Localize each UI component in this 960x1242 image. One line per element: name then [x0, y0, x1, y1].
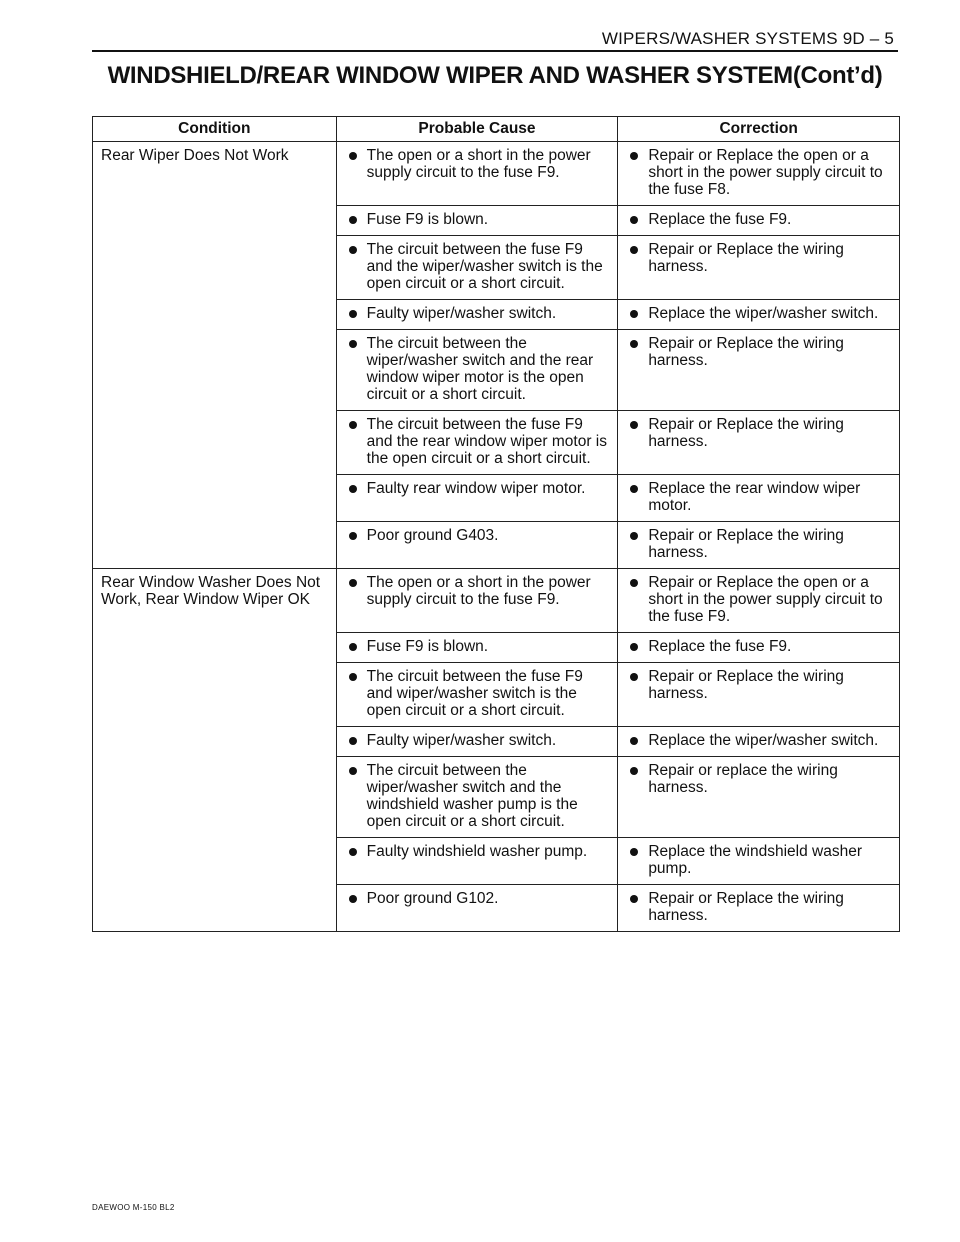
correction-text: Repair or Replace the open or a short in the power supply circuit to the fuse F8.: [648, 147, 883, 198]
correction-cell: [618, 727, 900, 757]
condition-cell: Rear Wiper Does Not Work: [93, 142, 337, 569]
bullet-icon: [630, 532, 638, 540]
bullet-item: [345, 638, 610, 655]
probable-cause-cell: [336, 206, 618, 236]
probable-cause-text: The circuit between the fuse F9 and the wiper/washer switch is the open circuit or a short circuit.: [366, 241, 603, 292]
correction-text: Repair or Replace the open or a short in the power supply circuit to the fuse F9.: [648, 574, 883, 625]
correction-cell: [618, 475, 900, 522]
probable-cause-cell: [336, 757, 618, 838]
bullet-icon: [630, 152, 638, 160]
correction-text: Replace the fuse F9.: [648, 211, 792, 228]
probable-cause-text: Faulty wiper/washer switch.: [366, 732, 557, 749]
correction-cell: [618, 330, 900, 411]
probable-cause-cell: [336, 236, 618, 300]
bullet-item: [626, 890, 891, 924]
bullet-icon: [349, 246, 357, 254]
bullet-item: [626, 668, 891, 702]
bullet-icon: [349, 848, 357, 856]
bullet-item: [626, 211, 891, 228]
bullet-icon: [349, 579, 357, 587]
bullet-icon: [349, 340, 357, 348]
probable-cause-text: The circuit between the wiper/washer switch and the windshield washer pump is the open circuit or a short circuit.: [366, 762, 578, 830]
correction-cell: [618, 522, 900, 569]
correction-cell: [618, 569, 900, 633]
correction-text: Repair or Replace the wiring harness.: [648, 527, 844, 561]
bullet-icon: [349, 485, 357, 493]
correction-text: Replace the wiper/washer switch.: [648, 732, 879, 749]
section-header: WIPERS/WASHER SYSTEMS 9D – 5: [601, 29, 894, 48]
column-header-correction: Correction: [618, 117, 900, 142]
condition-cell: Rear Window Washer Does Not Work, Rear Window Wiper OK: [93, 569, 337, 932]
bullet-icon: [349, 532, 357, 540]
probable-cause-cell: [336, 142, 618, 206]
bullet-item: [626, 305, 891, 322]
bullet-icon: [349, 643, 357, 651]
probable-cause-cell: [336, 522, 618, 569]
bullet-item: [345, 574, 610, 608]
probable-cause-text: Fuse F9 is blown.: [366, 638, 489, 655]
probable-cause-cell: [336, 475, 618, 522]
column-header-probable-cause: Probable Cause: [336, 117, 618, 142]
bullet-icon: [349, 737, 357, 745]
bullet-icon: [630, 310, 638, 318]
correction-text: Repair or replace the wiring harness.: [648, 762, 838, 796]
bullet-icon: [630, 767, 638, 775]
bullet-icon: [349, 673, 357, 681]
table-row: [93, 569, 900, 633]
probable-cause-cell: [336, 663, 618, 727]
bullet-item: [626, 638, 891, 655]
correction-cell: [618, 633, 900, 663]
bullet-icon: [349, 895, 357, 903]
bullet-icon: [630, 737, 638, 745]
bullet-icon: [349, 421, 357, 429]
correction-text: Repair or Replace the wiring harness.: [648, 335, 844, 369]
correction-text: Replace the wiper/washer switch.: [648, 305, 879, 322]
bullet-item: [345, 241, 610, 292]
bullet-item: [626, 335, 891, 369]
bullet-item: [626, 416, 891, 450]
bullet-item: [345, 843, 610, 860]
bullet-item: [626, 480, 891, 514]
probable-cause-cell: [336, 885, 618, 932]
page-header: [92, 28, 898, 50]
bullet-item: [345, 668, 610, 719]
bullet-icon: [630, 895, 638, 903]
bullet-item: [345, 211, 610, 228]
probable-cause-cell: [336, 411, 618, 475]
probable-cause-text: The circuit between the fuse F9 and wiper/washer switch is the open circuit or a short circuit.: [366, 668, 583, 719]
probable-cause-text: The open or a short in the power supply circuit to the fuse F9.: [366, 574, 591, 608]
troubleshooting-table: [92, 116, 900, 932]
column-header-condition: Condition: [93, 117, 337, 142]
correction-text: Repair or Replace the wiring harness.: [648, 241, 844, 275]
correction-cell: [618, 206, 900, 236]
probable-cause-text: Fuse F9 is blown.: [366, 211, 489, 228]
probable-cause-text: Poor ground G102.: [366, 890, 499, 907]
correction-text: Repair or Replace the wiring harness.: [648, 668, 844, 702]
page-footer: DAEWOO M-150 BL2: [92, 1203, 175, 1212]
bullet-item: [345, 335, 610, 403]
page-title: WINDSHIELD/REAR WINDOW WIPER AND WASHER SYSTEM(Cont’d): [107, 62, 883, 89]
probable-cause-cell: [336, 838, 618, 885]
bullet-item: [345, 890, 610, 907]
bullet-item: [626, 527, 891, 561]
bullet-icon: [630, 340, 638, 348]
table-body: [93, 142, 900, 932]
bullet-icon: [630, 216, 638, 224]
probable-cause-text: Poor ground G403.: [366, 527, 499, 544]
correction-cell: [618, 411, 900, 475]
bullet-item: [345, 762, 610, 830]
bullet-item: [626, 762, 891, 796]
probable-cause-text: Faulty windshield washer pump.: [366, 843, 588, 860]
bullet-icon: [630, 673, 638, 681]
correction-cell: [618, 757, 900, 838]
probable-cause-text: Faulty wiper/washer switch.: [366, 305, 557, 322]
bullet-icon: [630, 421, 638, 429]
bullet-icon: [349, 216, 357, 224]
probable-cause-text: Faulty rear window wiper motor.: [366, 480, 586, 497]
correction-cell: [618, 142, 900, 206]
bullet-icon: [630, 485, 638, 493]
table-row: [93, 142, 900, 206]
bullet-icon: [349, 152, 357, 160]
header-rule: [92, 50, 898, 52]
bullet-item: [345, 305, 610, 322]
correction-cell: [618, 663, 900, 727]
bullet-icon: [349, 767, 357, 775]
probable-cause-cell: [336, 330, 618, 411]
probable-cause-cell: [336, 633, 618, 663]
correction-cell: [618, 300, 900, 330]
bullet-item: [345, 732, 610, 749]
correction-cell: [618, 885, 900, 932]
bullet-icon: [630, 579, 638, 587]
bullet-icon: [630, 246, 638, 254]
probable-cause-text: The circuit between the fuse F9 and the rear window wiper motor is the open circuit or a short circuit.: [366, 416, 607, 467]
bullet-icon: [630, 848, 638, 856]
probable-cause-cell: [336, 727, 618, 757]
bullet-item: [345, 147, 610, 181]
probable-cause-text: The circuit between the wiper/washer switch and the rear window wiper motor is the open circuit or a short circuit.: [366, 335, 594, 403]
correction-text: Replace the windshield washer pump.: [648, 843, 862, 877]
bullet-item: [626, 843, 891, 877]
bullet-item: [626, 732, 891, 749]
bullet-item: [345, 416, 610, 467]
correction-cell: [618, 838, 900, 885]
correction-text: Repair or Replace the wiring harness.: [648, 416, 844, 450]
bullet-item: [345, 480, 610, 497]
bullet-item: [626, 147, 891, 198]
bullet-icon: [349, 310, 357, 318]
correction-cell: [618, 236, 900, 300]
bullet-icon: [630, 643, 638, 651]
probable-cause-cell: [336, 569, 618, 633]
table-header-row: [93, 117, 900, 142]
correction-text: Repair or Replace the wiring harness.: [648, 890, 844, 924]
bullet-item: [345, 527, 610, 544]
correction-text: Replace the fuse F9.: [648, 638, 792, 655]
probable-cause-text: The open or a short in the power supply circuit to the fuse F9.: [366, 147, 591, 181]
bullet-item: [626, 241, 891, 275]
probable-cause-cell: [336, 300, 618, 330]
bullet-item: [626, 574, 891, 625]
correction-text: Replace the rear window wiper motor.: [648, 480, 861, 514]
